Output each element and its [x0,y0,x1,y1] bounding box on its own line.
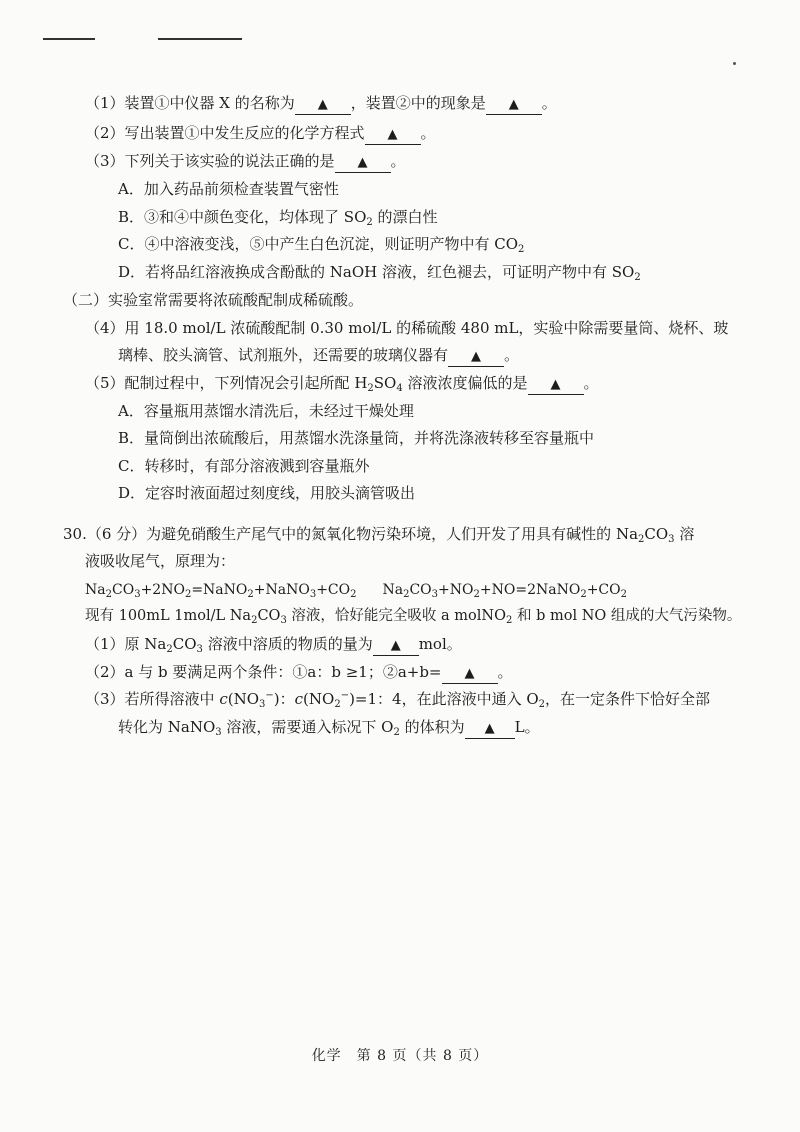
equation-2: $Na_2CO_3+NO_2+NO=2NaNO_2+CO_2$ [382,582,627,600]
answer-blank[interactable]: ▲ [373,637,419,656]
q30-part2: （2）a 与 b 要满足两个条件：①a：b ≥1；②a+b= ▲ 。 [85,662,513,684]
section-two-heading: （二）实验室常需要将浓硫酸配制成稀硫酸。 [63,291,364,309]
q29-5-option-d: D．定容时液面超过刻度线，用胶头滴管吸出 [118,484,416,502]
answer-blank[interactable]: ▲ [365,126,421,145]
q30-part1: （1）原 $Na_2CO_3$ 溶液中溶质的物质的量为 ▲ mol。 [85,635,462,655]
answer-blank[interactable]: ▲ [295,96,351,115]
q30-equations [85,580,627,600]
equation-1: $Na_2CO_3+2NO_2=NaNO_2+NaNO_3+CO_2$ [85,582,357,600]
q29-part2: （2）写出装置①中发生反应的化学方程式 ▲ 。 [85,123,436,145]
q29-5-option-a: A．容量瓶用蒸馏水清洗后，未经过干燥处理 [118,402,414,420]
q29-option-b: B．③和④中颜色变化，均体现了 $SO_2$ 的漂白性 [118,208,438,228]
answer-blank[interactable]: ▲ [448,348,504,367]
header-rule-left [43,38,95,40]
q29-option-d: D．若将品红溶液换成含酚酞的 NaOH 溶液，红色褪去，可证明产物中有 $SO_2$ [118,263,641,283]
q30-heading-cont: 液吸收尾气，原理为： [85,552,236,570]
q30-heading: 30.（6 分）为避免硝酸生产尾气中的氮氧化物污染环境，人们开发了用具有碱性的 $Na_2CO_3$ 溶 [63,525,695,545]
q29-option-a: A．加入药品前须检查装置气密性 [118,180,339,198]
q29-5-option-b: B．量筒倒出浓硫酸后，用蒸馏水洗涤量筒，并将洗涤液转移至容量瓶中 [118,429,595,447]
answer-blank[interactable]: ▲ [442,665,498,684]
q29-part5: （5）配制过程中，下列情况会引起所配 $H_2SO_4$ 溶液浓度偏低的是 ▲ 。 [85,374,599,394]
q29-option-c: C．④中溶液变浅，⑤中产生白色沉淀，则证明产物中有 $CO_2$ [118,235,525,255]
answer-blank[interactable]: ▲ [465,720,515,739]
q29-part4: （4）用 18.0 mol/L 浓硫酸配制 0.30 mol/L 的稀硫酸 480 mL，实验中除需要量筒、烧杯、玻 [85,319,729,337]
q29-part3: （3）下列关于该实验的说法正确的是 ▲ 。 [85,151,406,173]
header-rule-right [158,38,242,40]
q29-part4-cont: 璃棒、胶头滴管、试剂瓶外，还需要的玻璃仪器有 ▲ 。 [118,345,519,367]
q29-part1: （1）装置①中仪器 X 的名称为 ▲ ，装置②中的现象是 ▲ 。 [85,93,557,115]
answer-blank[interactable]: ▲ [335,154,391,173]
q30-given: 现有 100mL 1mol/L $Na_2CO_3$ 溶液，恰好能完全吸收 a molNO$_2$ 和 b mol NO 组成的大气污染物。 [85,608,742,626]
scan-speck [733,62,736,65]
q29-5-option-c: C．转移时，有部分溶液溅到容量瓶外 [118,457,370,475]
answer-blank[interactable]: ▲ [528,376,584,395]
page-footer: 化学 第 8 页（共 8 页） [311,1048,489,1064]
q30-part3-cont: 转化为 NaNO$_3$ 溶液，需要通入标况下 $O_2$ 的体积为 ▲ L。 [118,718,540,738]
answer-blank[interactable]: ▲ [486,96,542,115]
q30-part3: （3）若所得溶液中 $c(NO_3^-)$：$c(NO_2^-)=1$：4，在此溶液中通入 $O_2$，在一定条件下恰好全部 [85,690,711,710]
